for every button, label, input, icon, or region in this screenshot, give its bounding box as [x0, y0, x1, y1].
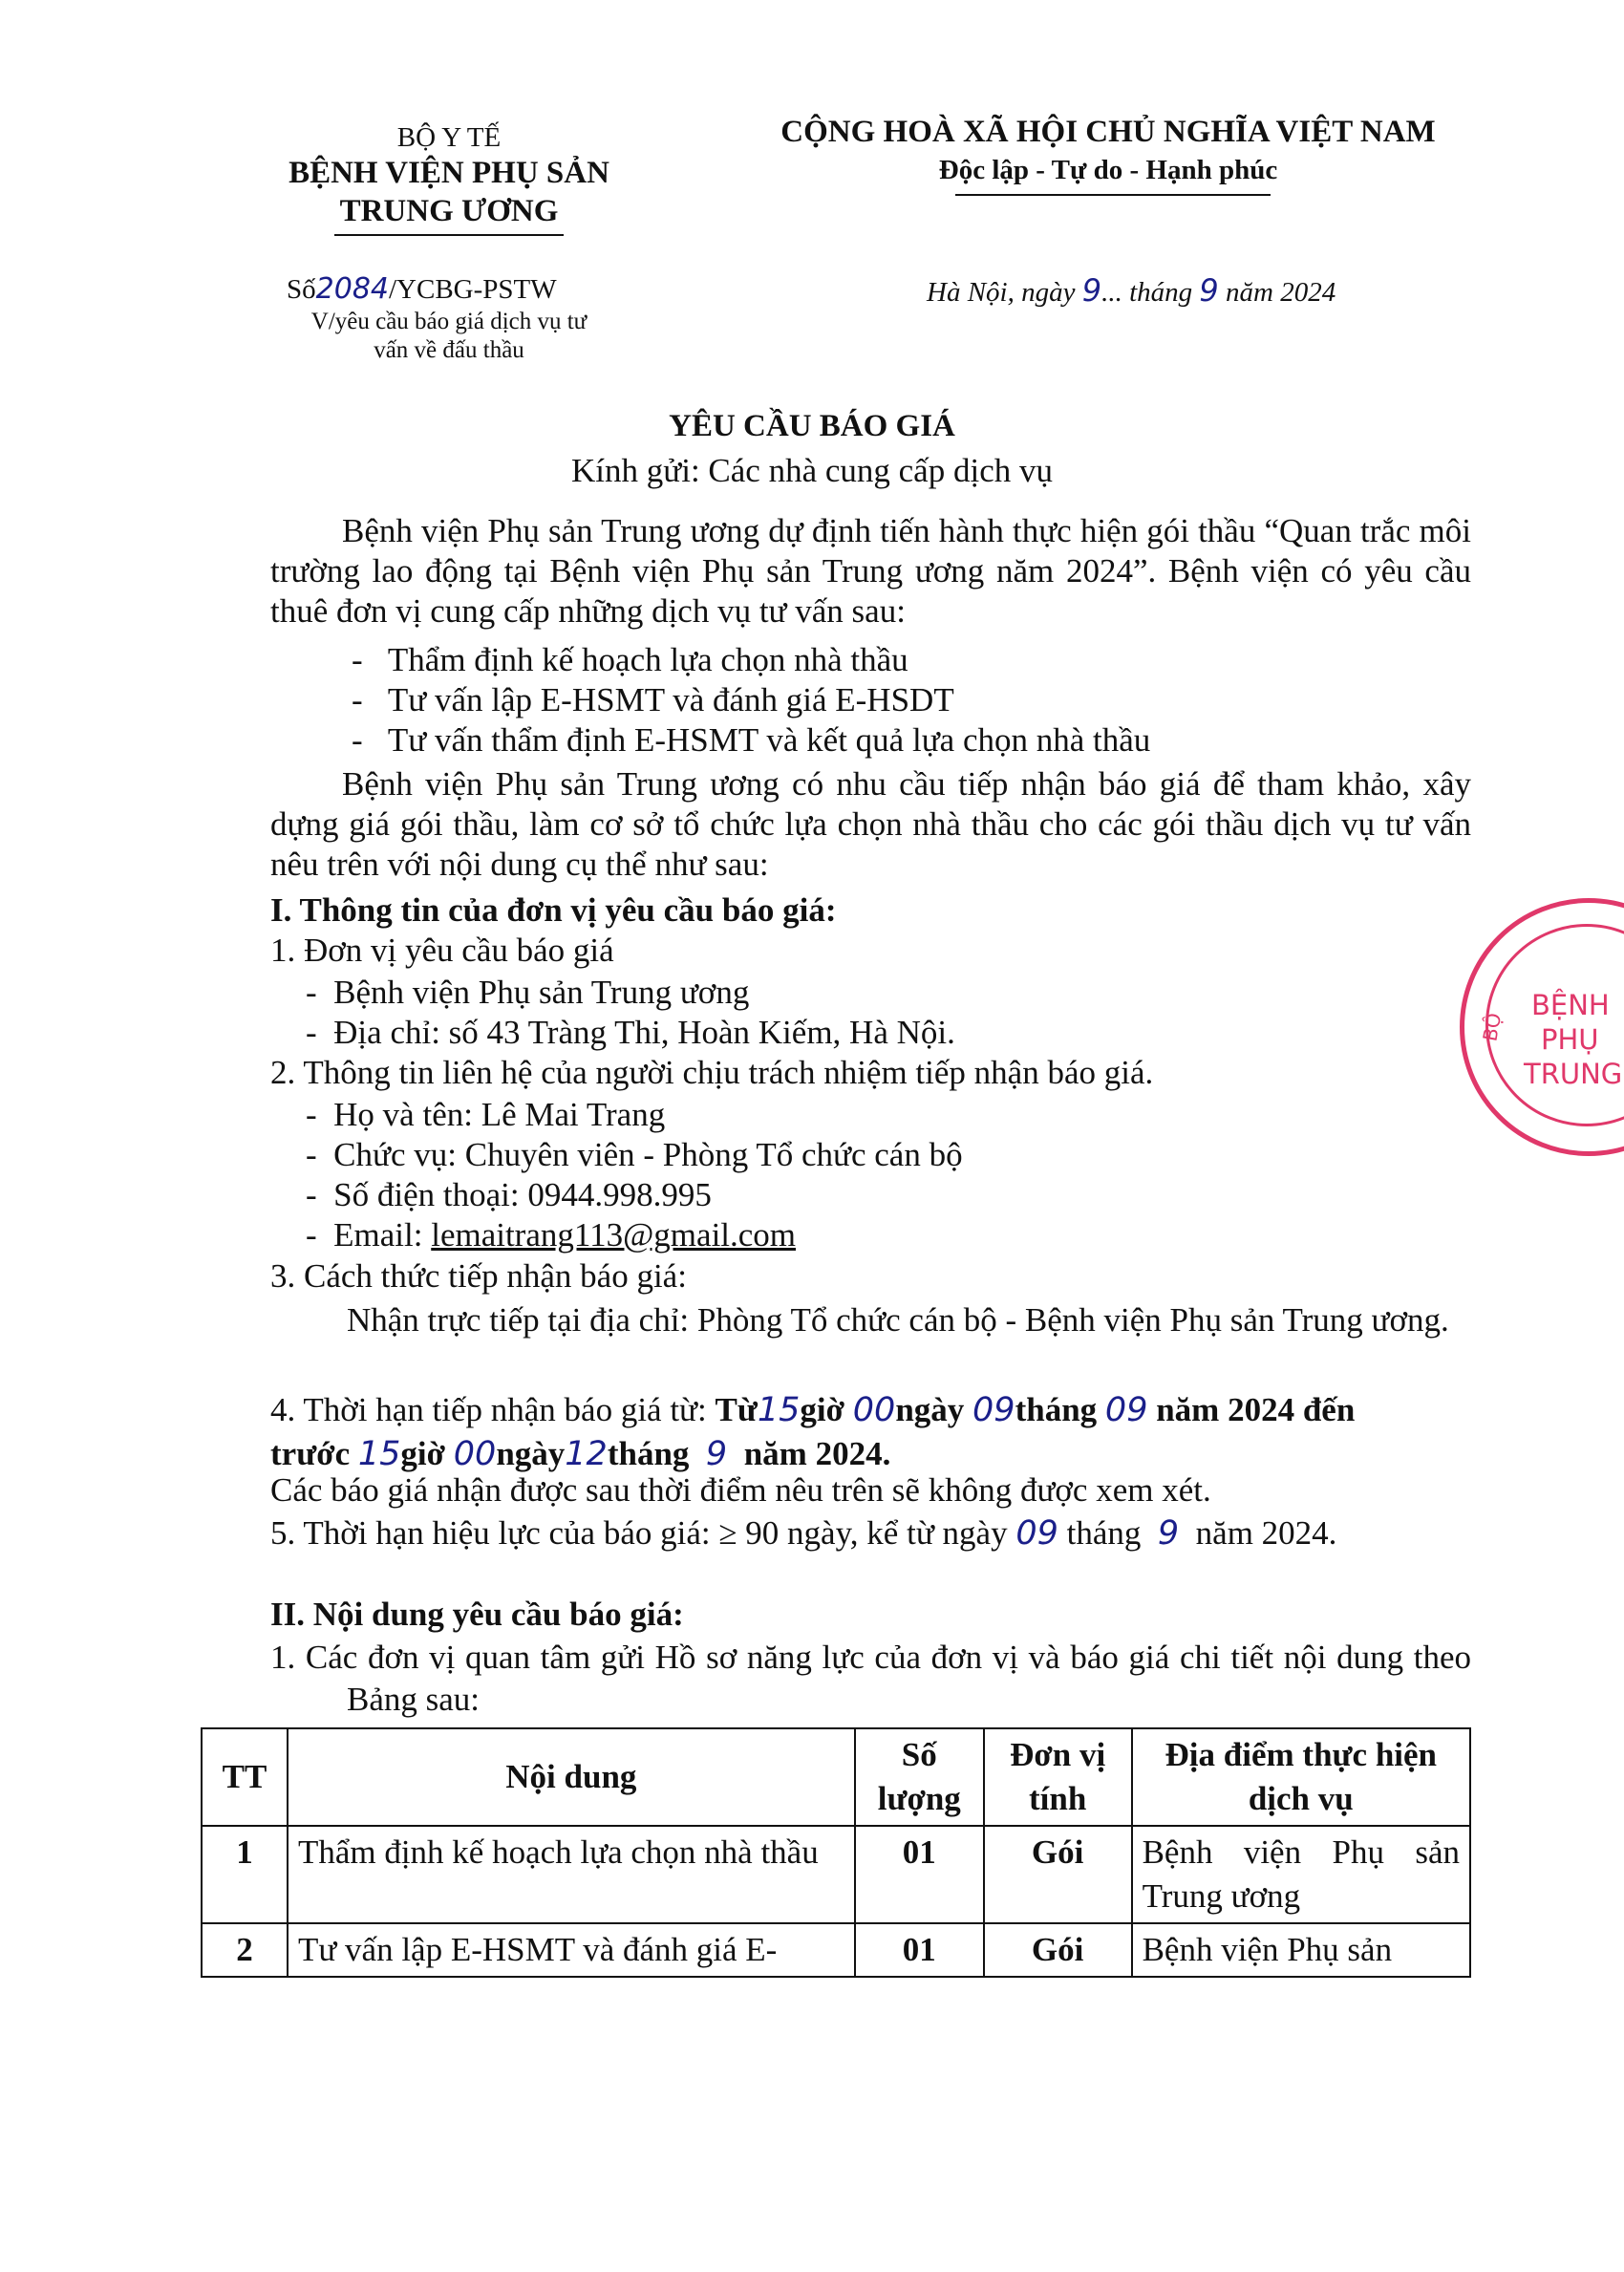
email-link[interactable]: lemaitrang113@gmail.com — [431, 1216, 797, 1254]
table-row — [202, 1826, 1470, 1923]
section2-heading: II. Nội dung yêu cầu báo giá: — [270, 1596, 684, 1633]
section1-item5: 5. Thời hạn hiệu lực của báo giá: ≥ 90 ngày, kể từ ngày 09 tháng 9 năm 2024. — [270, 1514, 1337, 1553]
stamp-side-text: BỘ — [1478, 1011, 1506, 1043]
national-motto: Độc lập - Tự do - Hạnh phúc — [938, 155, 1278, 185]
table-header-cell: Số lượng — [855, 1728, 984, 1826]
ministry-name: BỘ Y TẾ — [396, 122, 502, 153]
quote-table — [201, 1727, 1471, 1978]
stamp-text-line3: TRUNG — [1524, 1058, 1623, 1090]
table-header-cell: TT — [202, 1728, 288, 1826]
table-cell: 1 — [202, 1826, 288, 1923]
list-item: - Email: lemaitrang113@gmail.com — [306, 1216, 797, 1254]
doc-no-prefix: Số — [287, 274, 316, 305]
section1-item4 — [270, 1388, 1471, 1476]
list-item: - Số điện thoại: 0944.998.995 — [306, 1176, 712, 1213]
date-month-handwritten: 9 — [1199, 272, 1219, 309]
services-list — [352, 640, 1402, 761]
table-header-cell: Nội dung — [288, 1728, 855, 1826]
date-prefix: Hà Nội, ngày — [927, 277, 1076, 308]
table-row — [202, 1923, 1470, 1977]
table-header-cell: Đơn vị tính — [984, 1728, 1132, 1826]
official-stamp — [1460, 898, 1624, 1156]
date-suffix: năm 2024 — [1226, 277, 1336, 308]
section1-item2: 2. Thông tin liên hệ của người chịu trách nhiệm tiếp nhận báo giá. — [270, 1054, 1154, 1091]
country-name: CỘNG HOÀ XÃ HỘI CHỦ NGHĨA VIỆT NAM — [780, 115, 1436, 149]
service-item: - Tư vấn lập E-HSMT và đánh giá E-HSDT — [352, 681, 954, 718]
intro-paragraph-2: Bệnh viện Phụ sản Trung ương có nhu cầu tiếp nhận báo giá để tham khảo, xây dựng giá gói thầu, làm cơ sở tổ chức lựa chọn nhà thầu cho các gói thầu dịch vụ tư vấn nêu trên với nội dung cụ thể như sau: — [270, 765, 1471, 883]
list-item: - Họ và tên: Lê Mai Trang — [306, 1096, 666, 1133]
subject-line2: vấn về đấu thầu — [374, 337, 524, 363]
intro-paragraph: Bệnh viện Phụ sản Trung ương dự định tiến hành thực hiện gói thầu “Quan trắc môi trường lao động tại Bệnh viện Phụ sản Trung ương năm 2024”. Bệnh viện có yêu cầu thuê đơn vị cung cấp những dịch vụ tư vấn sau: — [270, 512, 1471, 630]
table-cell: Tư vấn lập E-HSMT và đánh giá E- — [288, 1923, 855, 1977]
document-title: YÊU CẦU BÁO GIÁ — [669, 409, 955, 443]
section2-item1: 1. Các đơn vị quan tâm gửi Hồ sơ năng lực của đơn vị và báo giá chi tiết nội dung theo Bảng sau: — [270, 1639, 1471, 1718]
table-cell: Bệnh viện Phụ sản Trung ương — [1132, 1826, 1470, 1923]
doc-no-handwritten: 2084 — [315, 272, 389, 306]
list-item: - Bệnh viện Phụ sản Trung ương — [306, 974, 750, 1011]
stamp-text-line2: PHỤ — [1541, 1023, 1599, 1056]
stamp-text-line1: BỆNH — [1531, 989, 1610, 1021]
service-item: - Tư vấn thẩm định E-HSMT và kết quả lựa chọn nhà thầu — [352, 721, 1151, 759]
section1-item3: 3. Cách thức tiếp nhận báo giá: — [270, 1257, 687, 1295]
item4-line1: 4. Thời hạn tiếp nhận báo giá từ: Từ15giờ 00ngày 09tháng 09 năm 2024 đến — [270, 1391, 1356, 1429]
table-header-row — [202, 1728, 1470, 1826]
list-item: - Địa chỉ: số 43 Tràng Thi, Hoàn Kiếm, Hà Nội. — [306, 1014, 955, 1051]
section1-heading: I. Thông tin của đơn vị yêu cầu báo giá: — [270, 891, 837, 929]
date-month-label: tháng — [1129, 277, 1193, 308]
table-header-cell: Địa điểm thực hiện dịch vụ — [1132, 1728, 1470, 1826]
section1-item4-note: Các báo giá nhận được sau thời điểm nêu trên sẽ không được xem xét. — [270, 1471, 1211, 1509]
header-left-rule — [334, 234, 564, 236]
date-day-handwritten: 9 — [1081, 272, 1102, 309]
table-cell: Thẩm định kế hoạch lựa chọn nhà thầu — [288, 1826, 855, 1923]
recipient: Kính gửi: Các nhà cung cấp dịch vụ — [571, 452, 1053, 489]
table-cell: Gói — [984, 1826, 1132, 1923]
section1-item1-bullets — [306, 973, 955, 1053]
list-item: - Chức vụ: Chuyên viên - Phòng Tổ chức cán bộ — [306, 1136, 963, 1173]
table-cell: 01 — [855, 1923, 984, 1977]
document-date: Hà Nội, ngày 9... tháng 9 năm 2024 — [927, 272, 1336, 309]
doc-no-suffix: /YCBG-PSTW — [389, 274, 557, 305]
section1-item3-text: Nhận trực tiếp tại địa chỉ: Phòng Tổ chức cán bộ - Bệnh viện Phụ sản Trung ương. — [347, 1301, 1449, 1339]
table-cell: 01 — [855, 1826, 984, 1923]
service-item: - Thẩm định kế hoạch lựa chọn nhà thầu — [352, 641, 908, 678]
hospital-name-line2: TRUNG ƯƠNG — [339, 194, 559, 228]
item4-line2: trước 15giờ 00ngày12tháng 9 năm 2024. — [270, 1435, 891, 1473]
header-right-rule — [955, 194, 1271, 196]
table-cell: 2 — [202, 1923, 288, 1977]
table-cell: Bệnh viện Phụ sản — [1132, 1923, 1470, 1977]
document-number — [287, 272, 557, 306]
section1-item1: 1. Đơn vị yêu cầu báo giá — [270, 932, 614, 969]
table-cell: Gói — [984, 1923, 1132, 1977]
subject-line1: V/yêu cầu báo giá dịch vụ tư — [310, 309, 588, 334]
section1-item2-bullets — [306, 1095, 963, 1255]
hospital-name-line1: BỆNH VIỆN PHỤ SẢN — [288, 156, 609, 190]
